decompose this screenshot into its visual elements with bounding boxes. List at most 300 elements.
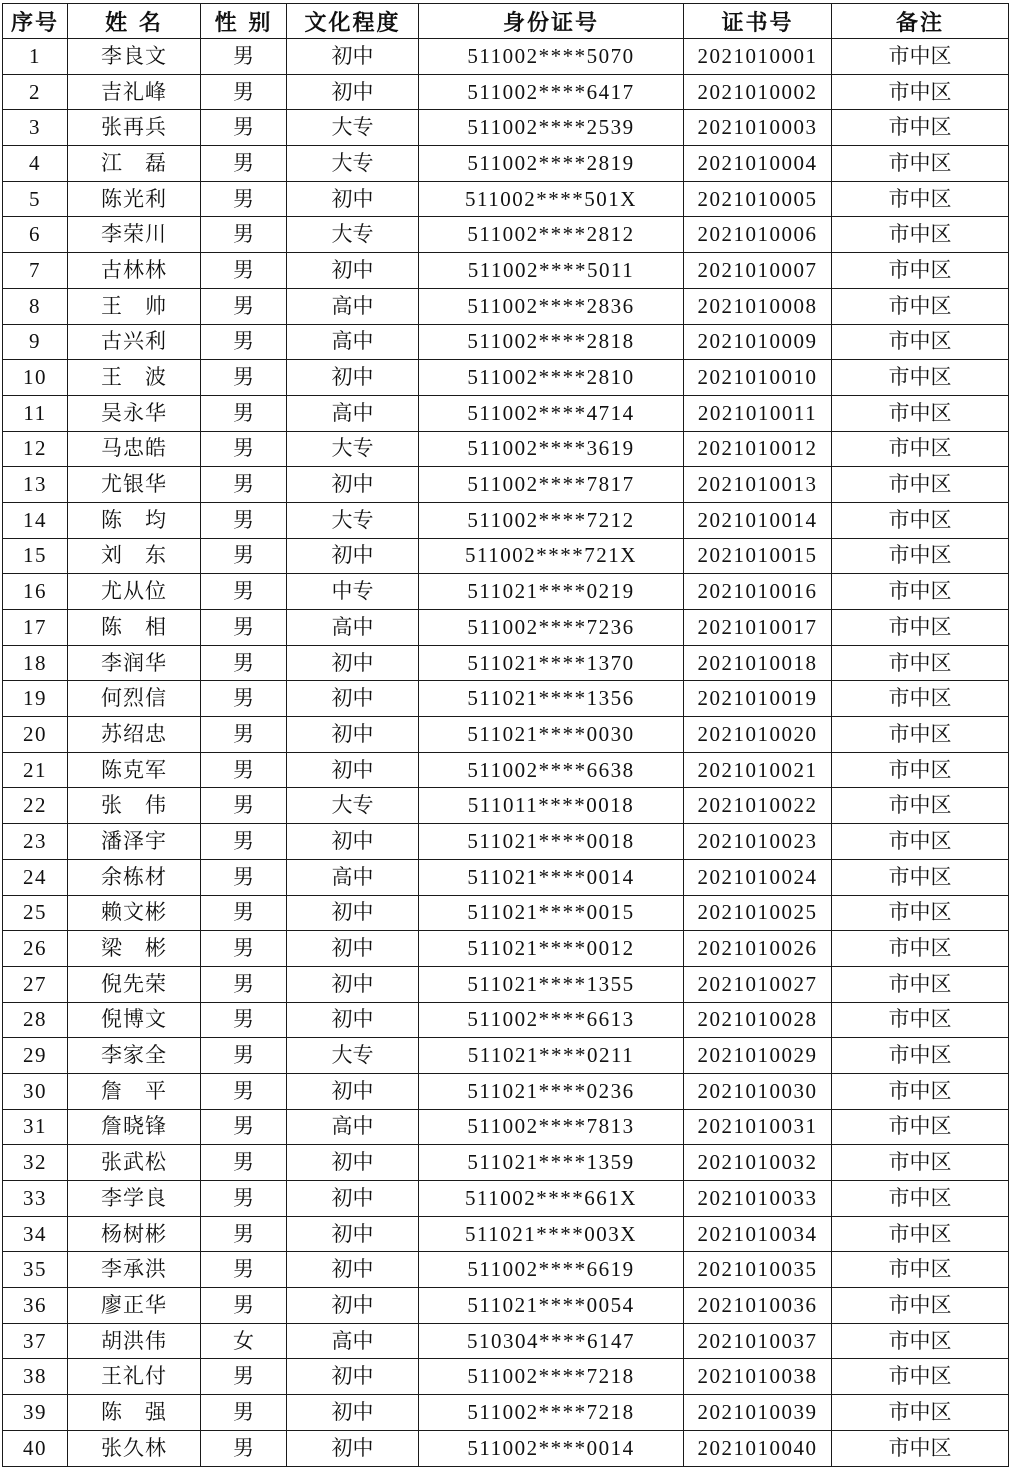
cell-id-number: 511021****1355 (419, 966, 684, 1002)
cell-gender: 男 (201, 610, 287, 646)
cell-index: 29 (3, 1038, 68, 1074)
cell-name: 陈克军 (68, 752, 201, 788)
cell-certificate-number: 2021010028 (684, 1002, 832, 1038)
table-row (3, 431, 1009, 467)
cell-name: 陈 相 (68, 610, 201, 646)
table-row (3, 1145, 1009, 1181)
cell-name: 陈 均 (68, 502, 201, 538)
cell-id-number: 511002****2836 (419, 288, 684, 324)
cell-index: 27 (3, 966, 68, 1002)
cell-gender: 男 (201, 717, 287, 753)
cell-education: 初中 (287, 966, 419, 1002)
cell-name: 赖文彬 (68, 895, 201, 931)
cell-index: 34 (3, 1216, 68, 1252)
cell-id-number: 511021****1370 (419, 645, 684, 681)
cell-index: 30 (3, 1073, 68, 1109)
table-row (3, 1181, 1009, 1217)
table-row (3, 610, 1009, 646)
cell-certificate-number: 2021010008 (684, 288, 832, 324)
cell-remarks: 市中区 (832, 395, 1009, 431)
table-row (3, 467, 1009, 503)
cell-education: 大专 (287, 110, 419, 146)
cell-remarks: 市中区 (832, 895, 1009, 931)
cell-remarks: 市中区 (832, 681, 1009, 717)
cell-certificate-number: 2021010027 (684, 966, 832, 1002)
table-row (3, 146, 1009, 182)
cell-remarks: 市中区 (832, 324, 1009, 360)
cell-certificate-number: 2021010009 (684, 324, 832, 360)
cell-education: 初中 (287, 1288, 419, 1324)
cell-index: 13 (3, 467, 68, 503)
cell-id-number: 511002****7236 (419, 610, 684, 646)
cell-remarks: 市中区 (832, 610, 1009, 646)
cell-gender: 男 (201, 74, 287, 110)
cell-id-number: 511002****2539 (419, 110, 684, 146)
cell-gender: 男 (201, 253, 287, 289)
table-row (3, 1395, 1009, 1431)
cell-id-number: 511002****5011 (419, 253, 684, 289)
cell-remarks: 市中区 (832, 1002, 1009, 1038)
cell-certificate-number: 2021010021 (684, 752, 832, 788)
cell-certificate-number: 2021010023 (684, 824, 832, 860)
cell-certificate-number: 2021010010 (684, 360, 832, 396)
cell-name: 陈光利 (68, 181, 201, 217)
cell-certificate-number: 2021010032 (684, 1145, 832, 1181)
table-row (3, 824, 1009, 860)
cell-gender: 男 (201, 1395, 287, 1431)
cell-name: 李家全 (68, 1038, 201, 1074)
cell-remarks: 市中区 (832, 966, 1009, 1002)
cell-id-number: 511002****3619 (419, 431, 684, 467)
cell-id-number: 511021****0030 (419, 717, 684, 753)
header-education: 文化程度 (287, 4, 419, 39)
cell-index: 16 (3, 574, 68, 610)
cell-name: 古兴利 (68, 324, 201, 360)
cell-education: 初中 (287, 1395, 419, 1431)
cell-index: 19 (3, 681, 68, 717)
table-row (3, 1323, 1009, 1359)
cell-id-number: 511021****0018 (419, 824, 684, 860)
cell-index: 22 (3, 788, 68, 824)
cell-remarks: 市中区 (832, 574, 1009, 610)
cell-name: 李承洪 (68, 1252, 201, 1288)
cell-id-number: 511002****6619 (419, 1252, 684, 1288)
cell-name: 詹 平 (68, 1073, 201, 1109)
cell-index: 2 (3, 74, 68, 110)
cell-name: 苏绍忠 (68, 717, 201, 753)
cell-education: 初中 (287, 824, 419, 860)
cell-gender: 男 (201, 538, 287, 574)
cell-id-number: 511021****0012 (419, 931, 684, 967)
cell-education: 初中 (287, 717, 419, 753)
cell-remarks: 市中区 (832, 360, 1009, 396)
cell-remarks: 市中区 (832, 538, 1009, 574)
cell-remarks: 市中区 (832, 717, 1009, 753)
cell-education: 初中 (287, 181, 419, 217)
header-certificate-number: 证书号 (684, 4, 832, 39)
cell-gender: 男 (201, 681, 287, 717)
cell-name: 何烈信 (68, 681, 201, 717)
cell-remarks: 市中区 (832, 645, 1009, 681)
cell-education: 初中 (287, 1073, 419, 1109)
cell-gender: 男 (201, 502, 287, 538)
cell-name: 杨树彬 (68, 1216, 201, 1252)
cell-remarks: 市中区 (832, 1395, 1009, 1431)
cell-index: 10 (3, 360, 68, 396)
cell-name: 李荣川 (68, 217, 201, 253)
cell-name: 倪先荣 (68, 966, 201, 1002)
cell-index: 18 (3, 645, 68, 681)
cell-remarks: 市中区 (832, 110, 1009, 146)
cell-gender: 男 (201, 217, 287, 253)
cell-id-number: 511002****4714 (419, 395, 684, 431)
cell-certificate-number: 2021010022 (684, 788, 832, 824)
cell-education: 中专 (287, 574, 419, 610)
cell-gender: 男 (201, 788, 287, 824)
table-row (3, 788, 1009, 824)
cell-name: 胡洪伟 (68, 1323, 201, 1359)
cell-id-number: 511011****0018 (419, 788, 684, 824)
table-row (3, 181, 1009, 217)
cell-gender: 男 (201, 1002, 287, 1038)
cell-gender: 男 (201, 859, 287, 895)
cell-gender: 男 (201, 895, 287, 931)
cell-index: 14 (3, 502, 68, 538)
cell-id-number: 511002****7212 (419, 502, 684, 538)
cell-certificate-number: 2021010003 (684, 110, 832, 146)
cell-certificate-number: 2021010004 (684, 146, 832, 182)
cell-remarks: 市中区 (832, 1145, 1009, 1181)
cell-remarks: 市中区 (832, 1252, 1009, 1288)
cell-index: 1 (3, 39, 68, 75)
cell-gender: 女 (201, 1323, 287, 1359)
cell-certificate-number: 2021010006 (684, 217, 832, 253)
table-row (3, 645, 1009, 681)
table-row (3, 895, 1009, 931)
cell-education: 初中 (287, 74, 419, 110)
cell-certificate-number: 2021010017 (684, 610, 832, 646)
cell-gender: 男 (201, 966, 287, 1002)
cell-certificate-number: 2021010035 (684, 1252, 832, 1288)
cell-gender: 男 (201, 39, 287, 75)
cell-id-number: 511021****0211 (419, 1038, 684, 1074)
cell-name: 潘泽宇 (68, 824, 201, 860)
cell-certificate-number: 2021010025 (684, 895, 832, 931)
cell-name: 马忠皓 (68, 431, 201, 467)
cell-gender: 男 (201, 1430, 287, 1466)
cell-certificate-number: 2021010013 (684, 467, 832, 503)
cell-gender: 男 (201, 1109, 287, 1145)
cell-remarks: 市中区 (832, 253, 1009, 289)
cell-name: 古林林 (68, 253, 201, 289)
table-row (3, 1073, 1009, 1109)
cell-id-number: 511002****7218 (419, 1359, 684, 1395)
cell-gender: 男 (201, 931, 287, 967)
cell-index: 39 (3, 1395, 68, 1431)
cell-id-number: 511021****0014 (419, 859, 684, 895)
cell-education: 初中 (287, 1002, 419, 1038)
header-id-number: 身份证号 (419, 4, 684, 39)
cell-name: 李学良 (68, 1181, 201, 1217)
cell-gender: 男 (201, 288, 287, 324)
cell-remarks: 市中区 (832, 752, 1009, 788)
cell-education: 初中 (287, 1252, 419, 1288)
cell-id-number: 511021****0054 (419, 1288, 684, 1324)
cell-education: 初中 (287, 1145, 419, 1181)
table-row (3, 217, 1009, 253)
cell-certificate-number: 2021010012 (684, 431, 832, 467)
table-row (3, 931, 1009, 967)
cell-id-number: 511002****501X (419, 181, 684, 217)
cell-gender: 男 (201, 1288, 287, 1324)
cell-index: 31 (3, 1109, 68, 1145)
cell-index: 33 (3, 1181, 68, 1217)
cell-index: 24 (3, 859, 68, 895)
cell-remarks: 市中区 (832, 931, 1009, 967)
table-row (3, 1288, 1009, 1324)
roster-body (3, 39, 1009, 1467)
cell-id-number: 511002****6638 (419, 752, 684, 788)
cell-certificate-number: 2021010024 (684, 859, 832, 895)
cell-education: 大专 (287, 1038, 419, 1074)
table-row (3, 1002, 1009, 1038)
table-row (3, 324, 1009, 360)
cell-gender: 男 (201, 467, 287, 503)
cell-index: 21 (3, 752, 68, 788)
cell-gender: 男 (201, 1216, 287, 1252)
cell-education: 初中 (287, 681, 419, 717)
cell-education: 高中 (287, 324, 419, 360)
cell-name: 李良文 (68, 39, 201, 75)
cell-index: 32 (3, 1145, 68, 1181)
cell-remarks: 市中区 (832, 824, 1009, 860)
table-row (3, 681, 1009, 717)
cell-name: 吉礼峰 (68, 74, 201, 110)
cell-gender: 男 (201, 181, 287, 217)
cell-remarks: 市中区 (832, 181, 1009, 217)
cell-gender: 男 (201, 395, 287, 431)
cell-index: 28 (3, 1002, 68, 1038)
cell-index: 35 (3, 1252, 68, 1288)
cell-name: 李润华 (68, 645, 201, 681)
cell-id-number: 511021****1359 (419, 1145, 684, 1181)
cell-id-number: 511002****7817 (419, 467, 684, 503)
cell-certificate-number: 2021010018 (684, 645, 832, 681)
cell-gender: 男 (201, 1359, 287, 1395)
cell-index: 23 (3, 824, 68, 860)
table-row (3, 859, 1009, 895)
cell-index: 38 (3, 1359, 68, 1395)
table-row (3, 752, 1009, 788)
cell-education: 初中 (287, 752, 419, 788)
cell-id-number: 511002****2812 (419, 217, 684, 253)
cell-id-number: 511021****0015 (419, 895, 684, 931)
cell-id-number: 511002****0014 (419, 1430, 684, 1466)
cell-certificate-number: 2021010007 (684, 253, 832, 289)
table-row (3, 574, 1009, 610)
cell-name: 江 磊 (68, 146, 201, 182)
cell-id-number: 511021****1356 (419, 681, 684, 717)
cell-certificate-number: 2021010038 (684, 1359, 832, 1395)
cell-name: 尤从位 (68, 574, 201, 610)
cell-remarks: 市中区 (832, 1109, 1009, 1145)
cell-education: 初中 (287, 467, 419, 503)
cell-index: 15 (3, 538, 68, 574)
cell-index: 7 (3, 253, 68, 289)
header-row (3, 4, 1009, 39)
cell-index: 5 (3, 181, 68, 217)
cell-id-number: 511002****6417 (419, 74, 684, 110)
cell-certificate-number: 2021010002 (684, 74, 832, 110)
cell-name: 詹晓锋 (68, 1109, 201, 1145)
cell-name: 张久林 (68, 1430, 201, 1466)
cell-certificate-number: 2021010036 (684, 1288, 832, 1324)
cell-gender: 男 (201, 146, 287, 182)
cell-education: 初中 (287, 645, 419, 681)
cell-education: 初中 (287, 538, 419, 574)
cell-remarks: 市中区 (832, 1216, 1009, 1252)
cell-remarks: 市中区 (832, 217, 1009, 253)
cell-education: 初中 (287, 253, 419, 289)
cell-certificate-number: 2021010015 (684, 538, 832, 574)
cell-gender: 男 (201, 360, 287, 396)
cell-id-number: 511002****7218 (419, 1395, 684, 1431)
cell-education: 初中 (287, 360, 419, 396)
cell-education: 初中 (287, 931, 419, 967)
cell-index: 8 (3, 288, 68, 324)
cell-education: 大专 (287, 502, 419, 538)
cell-index: 3 (3, 110, 68, 146)
cell-name: 倪博文 (68, 1002, 201, 1038)
cell-education: 高中 (287, 395, 419, 431)
table-row (3, 39, 1009, 75)
table-row (3, 253, 1009, 289)
cell-education: 初中 (287, 39, 419, 75)
table-row (3, 1109, 1009, 1145)
cell-education: 大专 (287, 788, 419, 824)
cell-index: 11 (3, 395, 68, 431)
table-row (3, 538, 1009, 574)
cell-education: 高中 (287, 859, 419, 895)
header-name: 姓 名 (68, 4, 201, 39)
table-row (3, 360, 1009, 396)
cell-name: 张再兵 (68, 110, 201, 146)
cell-id-number: 511021****003X (419, 1216, 684, 1252)
cell-index: 37 (3, 1323, 68, 1359)
cell-remarks: 市中区 (832, 39, 1009, 75)
cell-certificate-number: 2021010034 (684, 1216, 832, 1252)
cell-id-number: 511002****2819 (419, 146, 684, 182)
cell-gender: 男 (201, 1181, 287, 1217)
cell-certificate-number: 2021010014 (684, 502, 832, 538)
cell-index: 20 (3, 717, 68, 753)
cell-gender: 男 (201, 324, 287, 360)
cell-id-number: 511002****721X (419, 538, 684, 574)
cell-education: 高中 (287, 1109, 419, 1145)
cell-education: 大专 (287, 217, 419, 253)
table-row (3, 502, 1009, 538)
cell-index: 17 (3, 610, 68, 646)
cell-education: 初中 (287, 895, 419, 931)
cell-education: 高中 (287, 1323, 419, 1359)
cell-certificate-number: 2021010016 (684, 574, 832, 610)
cell-index: 36 (3, 1288, 68, 1324)
roster-table (2, 3, 1009, 1467)
cell-certificate-number: 2021010037 (684, 1323, 832, 1359)
cell-gender: 男 (201, 752, 287, 788)
cell-name: 廖正华 (68, 1288, 201, 1324)
cell-id-number: 511021****0236 (419, 1073, 684, 1109)
table-row (3, 1430, 1009, 1466)
cell-id-number: 511021****0219 (419, 574, 684, 610)
cell-education: 初中 (287, 1359, 419, 1395)
cell-index: 4 (3, 146, 68, 182)
table-row (3, 966, 1009, 1002)
cell-gender: 男 (201, 1038, 287, 1074)
header-index: 序号 (3, 4, 68, 39)
cell-education: 初中 (287, 1181, 419, 1217)
cell-gender: 男 (201, 574, 287, 610)
cell-name: 王礼付 (68, 1359, 201, 1395)
table-row (3, 74, 1009, 110)
cell-certificate-number: 2021010033 (684, 1181, 832, 1217)
cell-remarks: 市中区 (832, 288, 1009, 324)
header-gender: 性 别 (201, 4, 287, 39)
cell-remarks: 市中区 (832, 788, 1009, 824)
table-row (3, 110, 1009, 146)
cell-certificate-number: 2021010020 (684, 717, 832, 753)
cell-gender: 男 (201, 1073, 287, 1109)
cell-name: 陈 强 (68, 1395, 201, 1431)
cell-remarks: 市中区 (832, 1430, 1009, 1466)
table-row (3, 395, 1009, 431)
cell-remarks: 市中区 (832, 1181, 1009, 1217)
cell-education: 高中 (287, 610, 419, 646)
cell-remarks: 市中区 (832, 146, 1009, 182)
cell-remarks: 市中区 (832, 431, 1009, 467)
cell-index: 6 (3, 217, 68, 253)
cell-remarks: 市中区 (832, 859, 1009, 895)
cell-certificate-number: 2021010030 (684, 1073, 832, 1109)
cell-gender: 男 (201, 431, 287, 467)
cell-name: 张 伟 (68, 788, 201, 824)
table-row (3, 717, 1009, 753)
cell-id-number: 511002****6613 (419, 1002, 684, 1038)
cell-id-number: 511002****2810 (419, 360, 684, 396)
cell-education: 初中 (287, 1430, 419, 1466)
cell-gender: 男 (201, 824, 287, 860)
cell-certificate-number: 2021010026 (684, 931, 832, 967)
cell-index: 25 (3, 895, 68, 931)
cell-education: 大专 (287, 431, 419, 467)
cell-gender: 男 (201, 1145, 287, 1181)
cell-remarks: 市中区 (832, 1359, 1009, 1395)
cell-id-number: 510304****6147 (419, 1323, 684, 1359)
cell-remarks: 市中区 (832, 502, 1009, 538)
cell-education: 大专 (287, 146, 419, 182)
cell-name: 梁 彬 (68, 931, 201, 967)
table-row (3, 1252, 1009, 1288)
cell-index: 40 (3, 1430, 68, 1466)
cell-education: 高中 (287, 288, 419, 324)
cell-remarks: 市中区 (832, 74, 1009, 110)
cell-name: 吴永华 (68, 395, 201, 431)
cell-certificate-number: 2021010005 (684, 181, 832, 217)
cell-certificate-number: 2021010001 (684, 39, 832, 75)
table-row (3, 1038, 1009, 1074)
cell-id-number: 511002****661X (419, 1181, 684, 1217)
cell-id-number: 511002****2818 (419, 324, 684, 360)
